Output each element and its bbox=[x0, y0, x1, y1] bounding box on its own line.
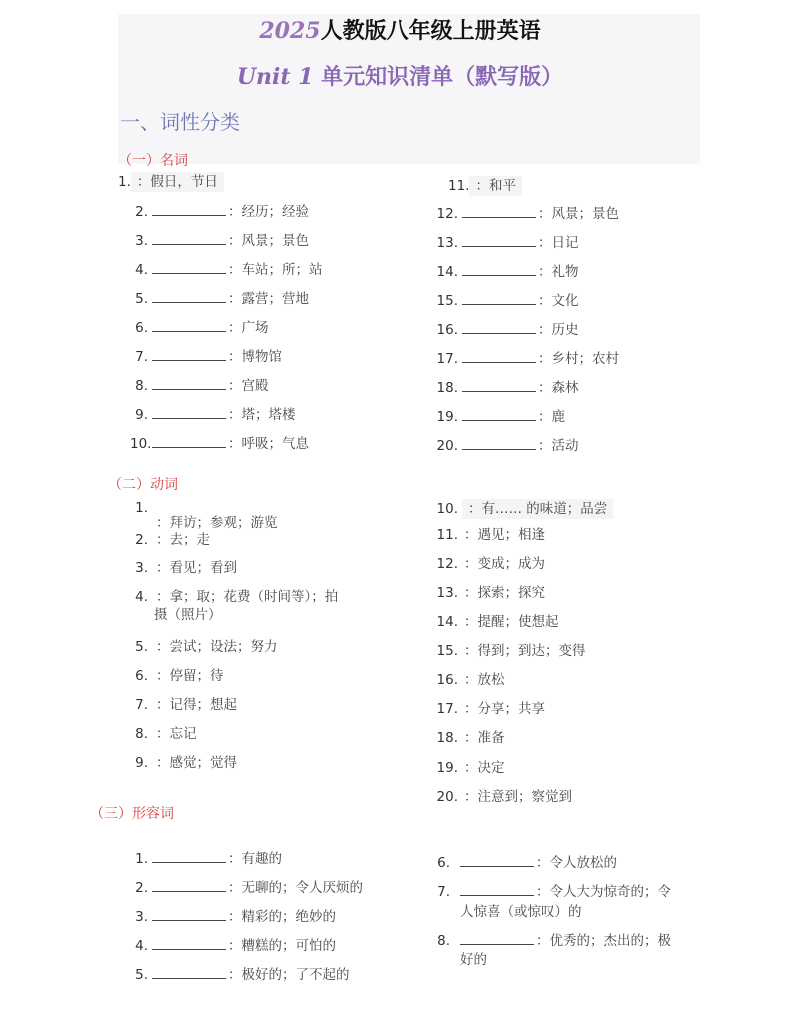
verb-item-1: ：拜访；参观；游览 bbox=[156, 515, 278, 531]
noun-item-16: 16. ：历史 bbox=[436, 322, 579, 338]
verb-item-1-number: 1. bbox=[135, 500, 148, 516]
answer-blank[interactable] bbox=[152, 966, 226, 979]
noun-item-18: 18. ：森林 bbox=[436, 380, 579, 396]
verb-item-20: 20. ：注意到；察觉到 bbox=[436, 789, 572, 805]
section-title: 一、词性分类 bbox=[120, 110, 240, 134]
verb-item-12: 12. ：变成；成为 bbox=[436, 556, 545, 572]
nouns-heading: （一）名词 bbox=[118, 153, 188, 169]
adjective-item-7: 7. ：令人大为惊奇的；令 bbox=[437, 884, 671, 900]
answer-blank[interactable] bbox=[460, 883, 534, 896]
noun-item-9: 9. ：塔；塔楼 bbox=[135, 407, 296, 423]
adjective-item-5: 5. ：极好的；了不起的 bbox=[135, 967, 350, 983]
noun-item-2: 2. ：经历；经验 bbox=[135, 204, 309, 220]
subtitle-unit: Unit 1 bbox=[236, 64, 314, 90]
verb-item-3: 3. ：看见；看到 bbox=[135, 560, 237, 576]
answer-blank[interactable] bbox=[152, 879, 226, 892]
verb-item-4: 4. ：拿；取；花费（时间等）；拍 bbox=[135, 589, 339, 605]
answer-blank[interactable] bbox=[462, 379, 536, 392]
page-title bbox=[0, 14, 800, 45]
adjective-item-2: 2. ：无聊的；令人厌烦的 bbox=[135, 880, 363, 896]
verb-item-8: 8. ：忘记 bbox=[135, 726, 197, 742]
subtitle-text: 单元知识清单（默写版） bbox=[313, 65, 564, 90]
verb-item-5: 5. ：尝试；设法；努力 bbox=[135, 639, 278, 655]
answer-blank[interactable] bbox=[152, 908, 226, 921]
answer-blank[interactable] bbox=[152, 203, 226, 216]
noun-item-7: 7. ：博物馆 bbox=[135, 349, 282, 365]
noun-item-3: 3. ：风景；景色 bbox=[135, 233, 309, 249]
verb-item-7: 7. ：记得；想起 bbox=[135, 697, 237, 713]
page-subtitle bbox=[0, 60, 800, 91]
noun-item-19: 19. ：鹿 bbox=[436, 409, 565, 425]
answer-blank[interactable] bbox=[152, 232, 226, 245]
verb-item-2: 2. ：去；走 bbox=[135, 532, 210, 548]
noun-item-10: 10. ：呼吸；气息 bbox=[130, 436, 309, 452]
adjective-item-3: 3. ：精彩的；绝妙的 bbox=[135, 909, 336, 925]
verb-item-4-continued: 摄（照片） bbox=[154, 607, 222, 623]
answer-blank[interactable] bbox=[462, 234, 536, 247]
noun-item-15: 15. ：文化 bbox=[436, 293, 579, 309]
adjective-item-7-continued: 人惊喜（或惊叹）的 bbox=[460, 904, 582, 920]
answer-blank[interactable] bbox=[462, 437, 536, 450]
answer-blank[interactable] bbox=[462, 408, 536, 421]
answer-blank[interactable] bbox=[152, 290, 226, 303]
adjective-item-8-continued: 好的 bbox=[460, 952, 487, 968]
answer-blank[interactable] bbox=[152, 406, 226, 419]
noun-item-12: 12. ：风景；景色 bbox=[436, 206, 619, 222]
answer-blank[interactable] bbox=[462, 205, 536, 218]
answer-blank[interactable] bbox=[152, 435, 226, 448]
verb-item-6: 6. ：停留；待 bbox=[135, 668, 224, 684]
verb-item-17: 17. ：分享；共享 bbox=[436, 701, 545, 717]
verb-item-14: 14. ：提醒；使想起 bbox=[436, 614, 559, 630]
noun-item-6: 6. ：广场 bbox=[135, 320, 269, 336]
verb-item-10: 10. ：有…… 的味道；品尝 bbox=[436, 497, 613, 517]
verb-item-9: 9. ：感觉；觉得 bbox=[135, 755, 237, 771]
noun-item-14: 14. ：礼物 bbox=[436, 264, 579, 280]
verbs-heading: （二）动词 bbox=[108, 477, 178, 493]
answer-blank[interactable] bbox=[462, 263, 536, 276]
answer-blank[interactable] bbox=[152, 261, 226, 274]
adjective-item-1: 1. ：有趣的 bbox=[135, 851, 282, 867]
verb-item-11: 11. ：遇见；相逢 bbox=[436, 527, 545, 543]
adjective-item-8: 8. ：优秀的；杰出的；极 bbox=[437, 933, 671, 949]
adjective-item-4: 4. ：糟糕的；可怕的 bbox=[135, 938, 336, 954]
title-year: 2025 bbox=[259, 18, 321, 44]
noun-item-5: 5. ：露营；营地 bbox=[135, 291, 309, 307]
verb-item-19: 19. ：决定 bbox=[436, 760, 505, 776]
verb-item-16: 16. ：放松 bbox=[436, 672, 505, 688]
answer-blank[interactable] bbox=[152, 850, 226, 863]
noun-item-1: 1. ：假日，节日 bbox=[118, 170, 224, 190]
noun-item-17: 17. ：乡村；农村 bbox=[436, 351, 619, 367]
answer-blank[interactable] bbox=[462, 292, 536, 305]
answer-blank[interactable] bbox=[460, 932, 534, 945]
verb-item-15: 15. ：得到；到达；变得 bbox=[436, 643, 586, 659]
answer-blank[interactable] bbox=[460, 854, 534, 867]
noun-item-13: 13. ：日记 bbox=[436, 235, 579, 251]
verb-item-13: 13. ：探索；探究 bbox=[436, 585, 545, 601]
noun-item-11: 11. ：和平 bbox=[448, 174, 522, 194]
verb-item-18: 18. ：准备 bbox=[436, 730, 505, 746]
answer-blank[interactable] bbox=[462, 321, 536, 334]
answer-blank[interactable] bbox=[462, 350, 536, 363]
answer-blank[interactable] bbox=[152, 348, 226, 361]
noun-item-8: 8. ：宫殿 bbox=[135, 378, 269, 394]
noun-item-20: 20. ：活动 bbox=[436, 438, 579, 454]
noun-item-4: 4. ：车站；所；站 bbox=[135, 262, 323, 278]
answer-blank[interactable] bbox=[152, 319, 226, 332]
adjectives-heading: （三）形容词 bbox=[90, 806, 174, 822]
answer-blank[interactable] bbox=[152, 377, 226, 390]
answer-blank[interactable] bbox=[152, 937, 226, 950]
adjective-item-6: 6. ：令人放松的 bbox=[437, 855, 617, 871]
title-text: 人教版八年级上册英语 bbox=[320, 19, 541, 44]
